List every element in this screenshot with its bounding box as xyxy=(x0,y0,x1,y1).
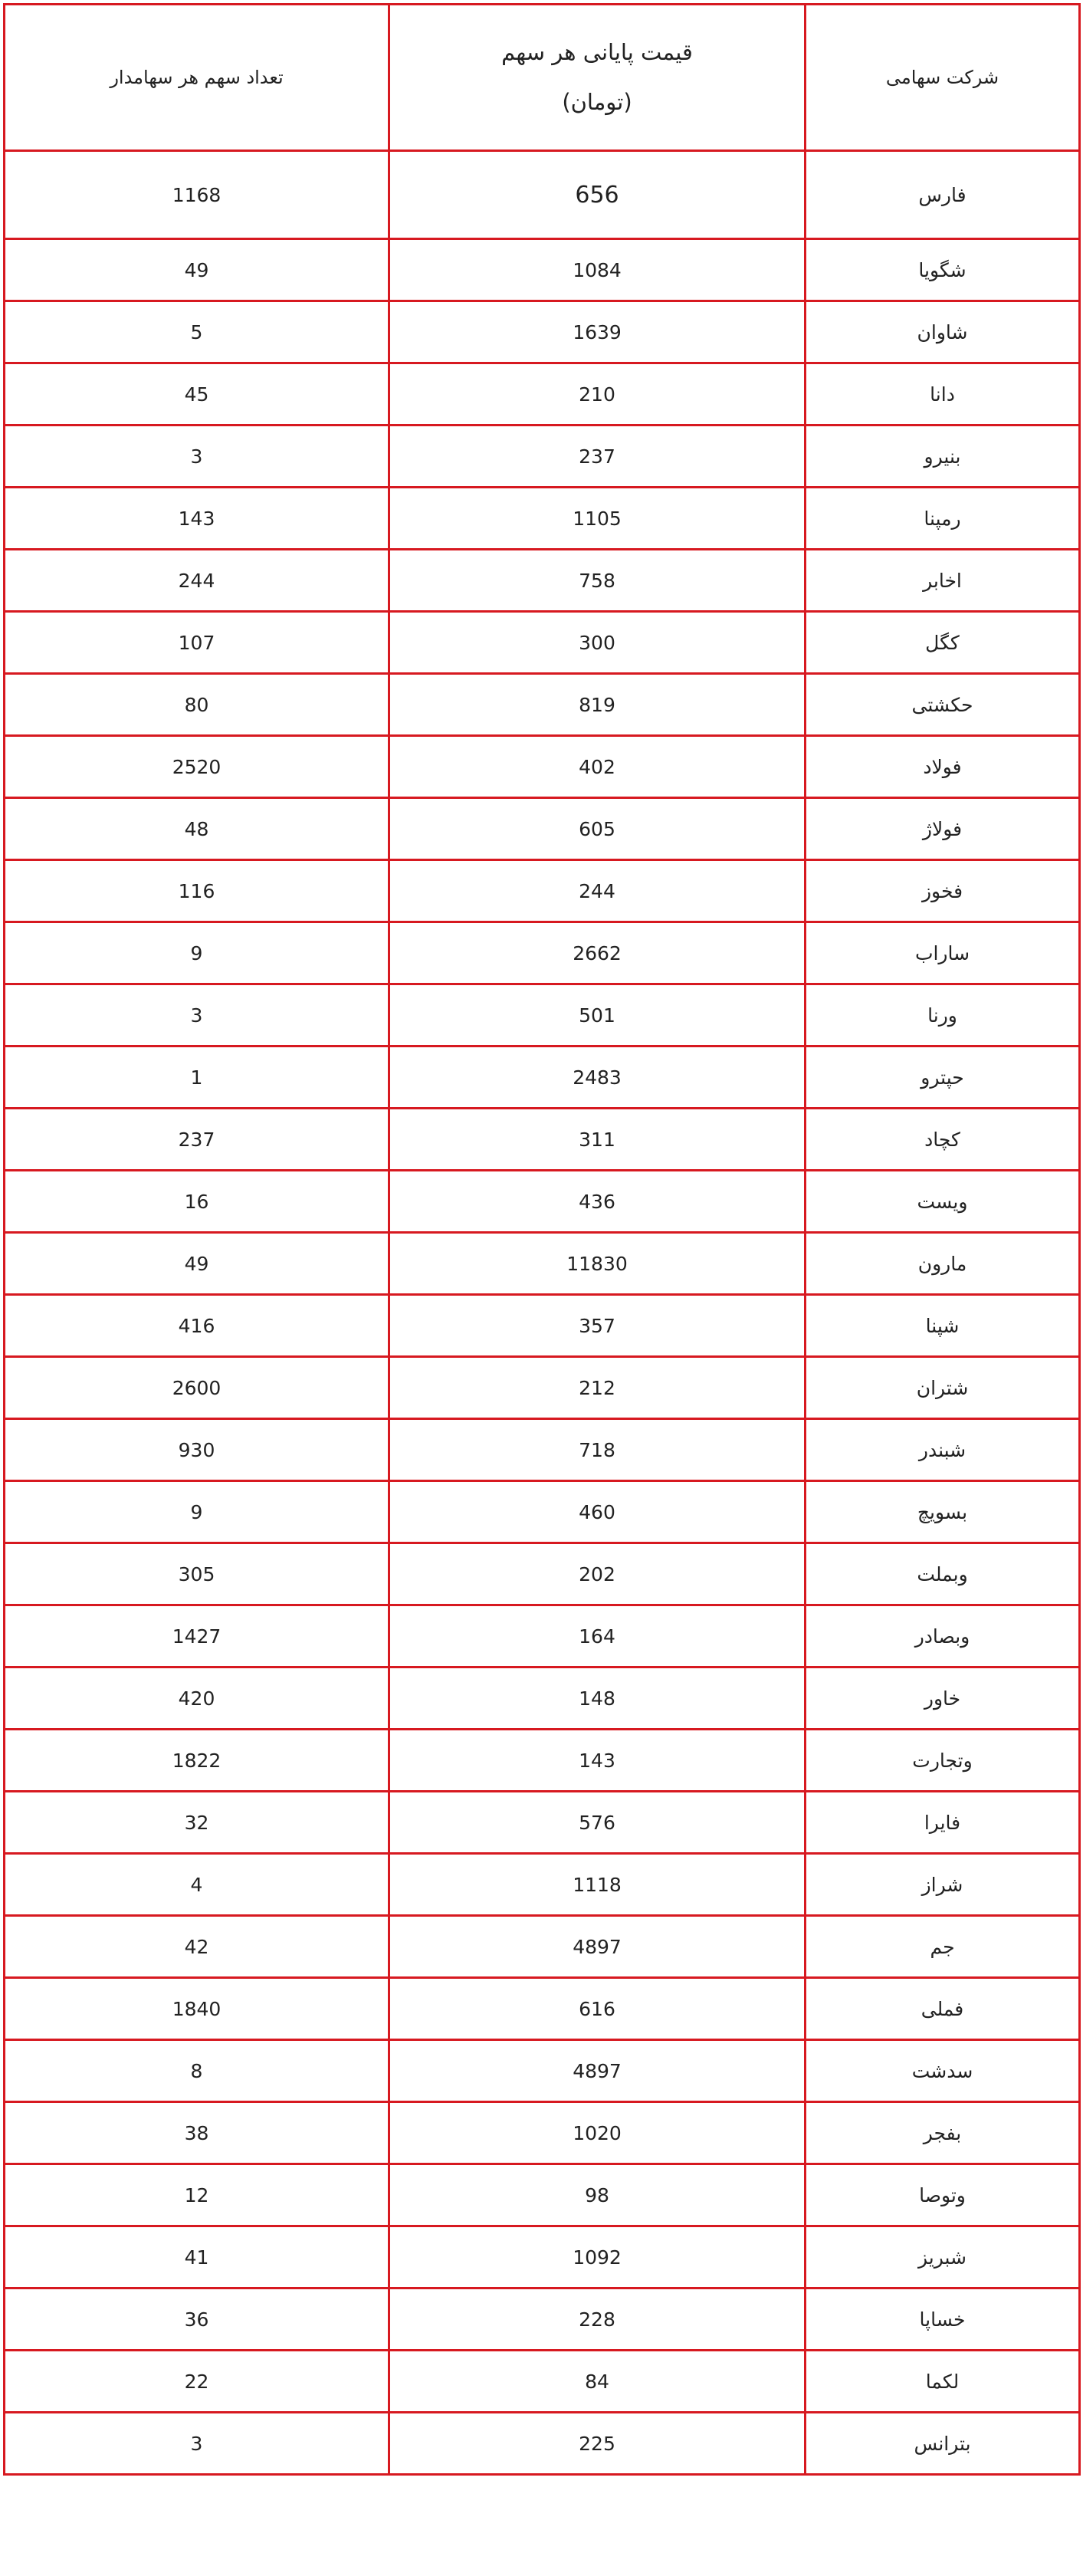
share-count-cell: 41 xyxy=(5,2226,389,2288)
share-count-cell: 49 xyxy=(5,1233,389,1295)
share-count-cell: 1 xyxy=(5,1046,389,1109)
price-cell: 460 xyxy=(389,1481,806,1543)
price-cell: 2662 xyxy=(389,922,806,984)
table-row xyxy=(5,363,1080,426)
shares-table xyxy=(3,3,1081,2476)
table-row xyxy=(5,1916,1080,1978)
company-cell: فولاژ xyxy=(806,798,1080,860)
price-cell: 576 xyxy=(389,1792,806,1854)
table-row xyxy=(5,239,1080,301)
price-cell: 1118 xyxy=(389,1854,806,1916)
share-count-cell: 420 xyxy=(5,1668,389,1730)
header-row xyxy=(5,5,1080,151)
table-row xyxy=(5,2288,1080,2351)
company-cell: شبندر xyxy=(806,1419,1080,1481)
company-cell: وبملت xyxy=(806,1543,1080,1605)
company-cell: ویست xyxy=(806,1171,1080,1233)
share-count-cell: 2600 xyxy=(5,1357,389,1419)
price-cell: 148 xyxy=(389,1668,806,1730)
share-count-cell: 116 xyxy=(5,860,389,922)
table-row xyxy=(5,922,1080,984)
company-cell: فایرا xyxy=(806,1792,1080,1854)
table-row xyxy=(5,426,1080,488)
header-company: شرکت سهامی xyxy=(806,5,1080,151)
price-cell: 225 xyxy=(389,2413,806,2475)
company-cell: خاور xyxy=(806,1668,1080,1730)
company-cell: کگل xyxy=(806,612,1080,674)
company-cell: بنیرو xyxy=(806,426,1080,488)
price-cell: 1020 xyxy=(389,2102,806,2164)
company-cell: فملی xyxy=(806,1978,1080,2040)
company-cell: شراز xyxy=(806,1854,1080,1916)
table-row xyxy=(5,612,1080,674)
company-cell: اخابر xyxy=(806,550,1080,612)
table-row xyxy=(5,674,1080,736)
header-price-unit: (تومان) xyxy=(562,89,632,115)
price-cell: 212 xyxy=(389,1357,806,1419)
price-cell: 718 xyxy=(389,1419,806,1481)
company-cell: ورنا xyxy=(806,984,1080,1046)
company-cell: خساپا xyxy=(806,2288,1080,2351)
price-cell: 202 xyxy=(389,1543,806,1605)
company-cell: فولاد xyxy=(806,736,1080,798)
share-count-cell: 3 xyxy=(5,2413,389,2475)
header-price xyxy=(389,5,806,151)
price-cell: 2483 xyxy=(389,1046,806,1109)
table-row xyxy=(5,1668,1080,1730)
price-cell: 228 xyxy=(389,2288,806,2351)
share-count-cell: 1840 xyxy=(5,1978,389,2040)
price-cell: 143 xyxy=(389,1730,806,1792)
table-row xyxy=(5,1109,1080,1171)
share-count-cell: 416 xyxy=(5,1295,389,1357)
table-row xyxy=(5,1171,1080,1233)
price-cell: 4897 xyxy=(389,2040,806,2102)
share-count-cell: 107 xyxy=(5,612,389,674)
company-cell: وبصادر xyxy=(806,1605,1080,1668)
table-row xyxy=(5,2164,1080,2226)
company-cell: سدشت xyxy=(806,2040,1080,2102)
price-cell: 210 xyxy=(389,363,806,426)
price-cell: 237 xyxy=(389,426,806,488)
company-cell: فخوز xyxy=(806,860,1080,922)
table-row xyxy=(5,1730,1080,1792)
table-row xyxy=(5,550,1080,612)
table-row xyxy=(5,1605,1080,1668)
company-cell: کچاد xyxy=(806,1109,1080,1171)
company-cell: شپنا xyxy=(806,1295,1080,1357)
company-cell: شاوان xyxy=(806,301,1080,363)
share-count-cell: 244 xyxy=(5,550,389,612)
price-cell: 357 xyxy=(389,1295,806,1357)
share-count-cell: 930 xyxy=(5,1419,389,1481)
price-cell: 605 xyxy=(389,798,806,860)
table-row xyxy=(5,1543,1080,1605)
table-row xyxy=(5,2351,1080,2413)
table-row xyxy=(5,1481,1080,1543)
header-price-title: قیمت پایانی هر سهم xyxy=(501,39,693,66)
company-cell: بفجر xyxy=(806,2102,1080,2164)
price-cell: 1105 xyxy=(389,488,806,550)
company-cell: مارون xyxy=(806,1233,1080,1295)
price-cell: 656 xyxy=(389,151,806,239)
share-count-cell: 1168 xyxy=(5,151,389,239)
share-count-cell: 12 xyxy=(5,2164,389,2226)
share-count-cell: 42 xyxy=(5,1916,389,1978)
company-cell: حکشتی xyxy=(806,674,1080,736)
table-row xyxy=(5,1854,1080,1916)
share-count-cell: 36 xyxy=(5,2288,389,2351)
share-count-cell: 5 xyxy=(5,301,389,363)
share-count-cell: 1822 xyxy=(5,1730,389,1792)
table-row xyxy=(5,2040,1080,2102)
share-count-cell: 237 xyxy=(5,1109,389,1171)
share-count-cell: 48 xyxy=(5,798,389,860)
price-cell: 1092 xyxy=(389,2226,806,2288)
table-row xyxy=(5,1357,1080,1419)
table-row xyxy=(5,736,1080,798)
company-cell: لکما xyxy=(806,2351,1080,2413)
table-row xyxy=(5,1295,1080,1357)
share-count-cell: 4 xyxy=(5,1854,389,1916)
share-count-cell: 38 xyxy=(5,2102,389,2164)
price-cell: 244 xyxy=(389,860,806,922)
price-cell: 1639 xyxy=(389,301,806,363)
price-cell: 436 xyxy=(389,1171,806,1233)
share-count-cell: 49 xyxy=(5,239,389,301)
share-count-cell: 16 xyxy=(5,1171,389,1233)
table-row xyxy=(5,1978,1080,2040)
share-count-cell: 80 xyxy=(5,674,389,736)
table-row xyxy=(5,860,1080,922)
table-row xyxy=(5,798,1080,860)
table-row xyxy=(5,2102,1080,2164)
company-cell: شگویا xyxy=(806,239,1080,301)
share-count-cell: 32 xyxy=(5,1792,389,1854)
share-count-cell: 8 xyxy=(5,2040,389,2102)
table-row xyxy=(5,2226,1080,2288)
share-count-cell: 143 xyxy=(5,488,389,550)
price-cell: 819 xyxy=(389,674,806,736)
price-cell: 84 xyxy=(389,2351,806,2413)
company-cell: وتوصا xyxy=(806,2164,1080,2226)
table-body xyxy=(5,151,1080,2475)
share-count-cell: 9 xyxy=(5,922,389,984)
share-count-cell: 45 xyxy=(5,363,389,426)
table-row xyxy=(5,488,1080,550)
share-count-cell: 2520 xyxy=(5,736,389,798)
company-cell: دانا xyxy=(806,363,1080,426)
price-cell: 164 xyxy=(389,1605,806,1668)
company-cell: ساراب xyxy=(806,922,1080,984)
company-cell: وتجارت xyxy=(806,1730,1080,1792)
share-count-cell: 3 xyxy=(5,984,389,1046)
company-cell: رمپنا xyxy=(806,488,1080,550)
table-row xyxy=(5,1792,1080,1854)
price-cell: 402 xyxy=(389,736,806,798)
table-row xyxy=(5,1233,1080,1295)
price-cell: 98 xyxy=(389,2164,806,2226)
company-cell: بترانس xyxy=(806,2413,1080,2475)
table-header xyxy=(5,5,1080,151)
share-count-cell: 9 xyxy=(5,1481,389,1543)
price-cell: 501 xyxy=(389,984,806,1046)
price-cell: 758 xyxy=(389,550,806,612)
company-cell: شتران xyxy=(806,1357,1080,1419)
price-cell: 616 xyxy=(389,1978,806,2040)
company-cell: فارس xyxy=(806,151,1080,239)
company-cell: شبریز xyxy=(806,2226,1080,2288)
share-count-cell: 1427 xyxy=(5,1605,389,1668)
price-cell: 11830 xyxy=(389,1233,806,1295)
price-cell: 4897 xyxy=(389,1916,806,1978)
company-cell: جم xyxy=(806,1916,1080,1978)
price-cell: 1084 xyxy=(389,239,806,301)
company-cell: حپترو xyxy=(806,1046,1080,1109)
share-count-cell: 3 xyxy=(5,426,389,488)
price-cell: 300 xyxy=(389,612,806,674)
table-row xyxy=(5,1046,1080,1109)
table-row xyxy=(5,1419,1080,1481)
share-count-cell: 305 xyxy=(5,1543,389,1605)
table-row xyxy=(5,301,1080,363)
table-row xyxy=(5,984,1080,1046)
table-row xyxy=(5,151,1080,239)
share-count-cell: 22 xyxy=(5,2351,389,2413)
price-cell: 311 xyxy=(389,1109,806,1171)
table-row xyxy=(5,2413,1080,2475)
company-cell: بسویچ xyxy=(806,1481,1080,1543)
header-share-count: تعداد سهم هر سهامدار xyxy=(5,5,389,151)
